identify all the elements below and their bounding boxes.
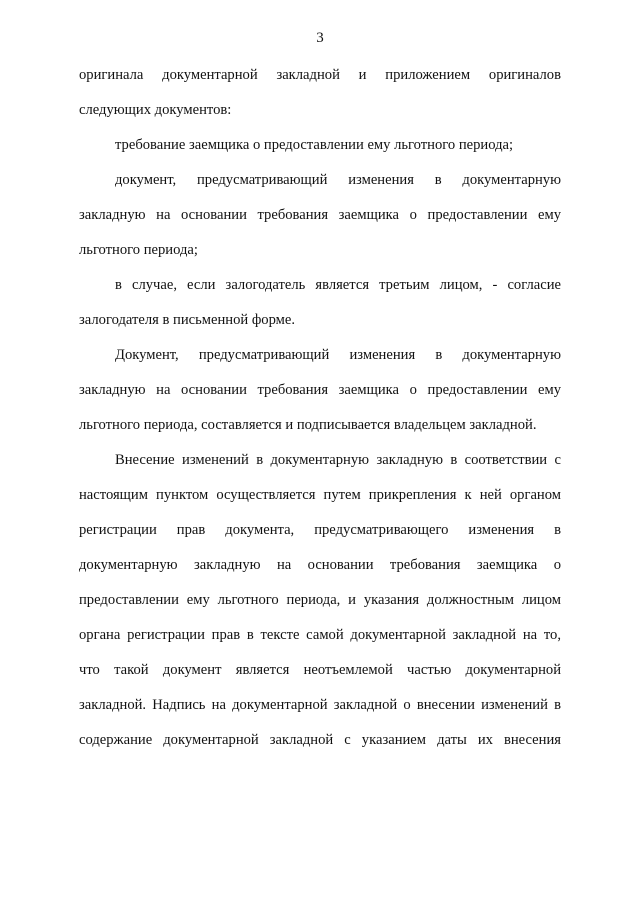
text-line: залогодателя в письменной форме. [79, 312, 296, 328]
text-line: Документ, предусматривающий изменения в документарную [115, 347, 561, 363]
text-line: оригинала документарной закладной и приложением оригиналов [79, 67, 561, 83]
text-line: что такой документ является неотъемлемой частью документарной [79, 662, 561, 678]
text-line: настоящим пунктом осуществляется путем прикрепления к ней органом [79, 487, 561, 503]
text-line: льготного периода, составляется и подписывается владельцем закладной. [79, 417, 537, 433]
text-line: в случае, если залогодатель является третьим лицом, - согласие [115, 277, 561, 293]
text-line: закладную на основании требования заемщика о предоставлении ему [79, 382, 561, 398]
text-line: закладной. Надпись на документарной закладной о внесении изменений в [79, 697, 561, 713]
text-line: содержание документарной закладной с указанием даты их внесения [79, 732, 561, 748]
page-number: 3 [316, 30, 324, 46]
text-line: документ, предусматривающий изменения в документарную [115, 172, 561, 188]
text-line: закладную на основании требования заемщика о предоставлении ему [79, 207, 561, 223]
text-line: Внесение изменений в документарную закладную в соответствии с [115, 452, 561, 468]
text-line: предоставлении ему льготного периода, и указания должностным лицом [79, 592, 561, 608]
text-line: льготного периода; [79, 242, 198, 258]
text-line: документарную закладную на основании требования заемщика о [79, 557, 561, 573]
text-line: следующих документов: [79, 102, 232, 118]
text-line: требование заемщика о предоставлении ему льготного периода; [115, 137, 514, 153]
text-line: органа регистрации прав в тексте самой документарной закладной на то, [79, 627, 561, 643]
text-line: регистрации прав документа, предусматривающего изменения в [79, 522, 561, 538]
